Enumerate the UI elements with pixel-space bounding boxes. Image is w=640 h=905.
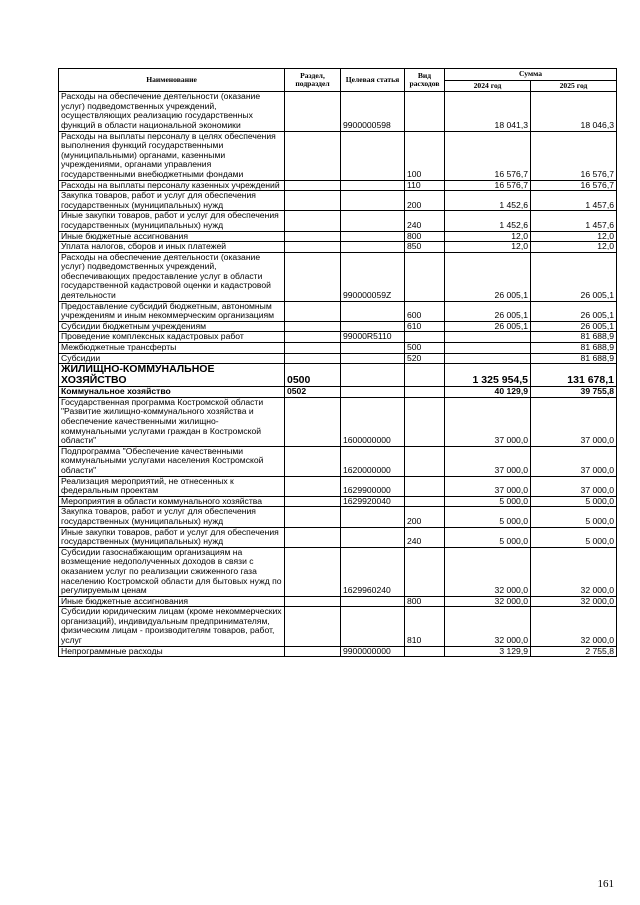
table-row [59,332,617,343]
row-type: 200 [405,507,445,527]
row-target [341,596,405,607]
row-section [285,343,341,354]
table-row [59,607,617,646]
row-value-2025: 1 457,6 [531,191,617,211]
row-name: ЖИЛИЩНО-КОММУНАЛЬНОЕ ХОЗЯЙСТВО [59,364,285,387]
row-name: Подпрограмма "Обеспечение качественными коммунальными услугами населения Костромской области" [59,446,285,476]
row-name: Расходы на выплаты персоналу казенных учреждений [59,180,285,191]
row-name: Иные закупки товаров, работ и услуг для обеспечения государственных (муниципальных) нужд [59,211,285,231]
row-type [405,364,445,387]
row-section [285,496,341,507]
row-target [341,343,405,354]
header-name: Наименование [59,69,285,92]
row-target [341,607,405,646]
page-number: 161 [597,878,614,890]
row-type: 600 [405,301,445,321]
row-value-2025: 5 000,0 [531,527,617,547]
row-value-2024: 32 000,0 [445,607,531,646]
row-target [341,131,405,180]
row-section [285,507,341,527]
header-sum: Сумма [445,69,617,81]
row-type [405,92,445,131]
row-section [285,231,341,242]
row-target: 1629900000 [341,476,405,496]
row-target: 9900000598 [341,92,405,131]
row-type: 110 [405,180,445,191]
row-type [405,646,445,657]
row-target [341,231,405,242]
row-value-2024: 18 041,3 [445,92,531,131]
row-section [285,527,341,547]
row-value-2024: 16 576,7 [445,180,531,191]
row-type [405,387,445,398]
table-row [59,211,617,231]
row-target [341,321,405,332]
table-row [59,191,617,211]
row-value-2025: 131 678,1 [531,364,617,387]
row-value-2025: 26 005,1 [531,301,617,321]
row-target: 99000R5110 [341,332,405,343]
row-value-2024: 16 576,7 [445,131,531,180]
header-section: Раздел, подраздел [285,69,341,92]
row-value-2024: 5 000,0 [445,507,531,527]
row-section [285,476,341,496]
table-row [59,252,617,301]
row-value-2024 [445,343,531,354]
row-type [405,252,445,301]
row-type: 810 [405,607,445,646]
row-value-2025: 18 046,3 [531,92,617,131]
row-target: 1629920040 [341,496,405,507]
row-section [285,446,341,476]
row-name: Закупка товаров, работ и услуг для обеспечения государственных (муниципальных) нужд [59,191,285,211]
row-name: Расходы на обеспечение деятельности (оказание услуг) подведомственных учреждений, обеспечивающих предоставление услуг в области государственной кадастровой оценки и кадастровой деятельности [59,252,285,301]
row-type [405,332,445,343]
row-target: 1620000000 [341,446,405,476]
row-value-2025: 1 457,6 [531,211,617,231]
table-row [59,321,617,332]
row-type [405,547,445,596]
row-type: 100 [405,131,445,180]
row-section [285,397,341,446]
row-value-2024: 26 005,1 [445,252,531,301]
row-name: Субсидии бюджетным учреждениям [59,321,285,332]
row-target [341,211,405,231]
table-row [59,397,617,446]
row-target [341,180,405,191]
row-name: Предоставление субсидий бюджетным, автономным учреждениям и иным некоммерческим организациям [59,301,285,321]
row-target: 9900000000 [341,646,405,657]
row-value-2024: 12,0 [445,242,531,253]
row-value-2024 [445,332,531,343]
row-section [285,180,341,191]
row-type: 800 [405,596,445,607]
row-type [405,496,445,507]
header-type: Вид расходов [405,69,445,92]
row-value-2024: 37 000,0 [445,397,531,446]
row-value-2024: 12,0 [445,231,531,242]
row-section [285,242,341,253]
row-value-2025: 16 576,7 [531,131,617,180]
row-target [341,191,405,211]
row-name: Межбюджетные трансферты [59,343,285,354]
row-name: Иные бюджетные ассигнования [59,231,285,242]
row-value-2025: 37 000,0 [531,446,617,476]
table-row [59,446,617,476]
budget-table [58,68,617,657]
row-name: Субсидии [59,353,285,364]
table-row [59,343,617,354]
row-value-2024: 32 000,0 [445,596,531,607]
row-section: 0502 [285,387,341,398]
row-value-2024: 37 000,0 [445,476,531,496]
row-section: 0500 [285,364,341,387]
row-target: 990000059Z [341,252,405,301]
row-value-2025: 5 000,0 [531,496,617,507]
table-row [59,364,617,387]
row-value-2024: 1 452,6 [445,191,531,211]
table-row [59,646,617,657]
row-value-2024: 3 129,9 [445,646,531,657]
row-name: Непрограммные расходы [59,646,285,657]
row-value-2025: 16 576,7 [531,180,617,191]
row-name: Коммунальное хозяйство [59,387,285,398]
row-value-2024: 1 325 954,5 [445,364,531,387]
row-section [285,332,341,343]
row-name: Уплата налогов, сборов и иных платежей [59,242,285,253]
row-section [285,353,341,364]
row-value-2025: 81 688,9 [531,353,617,364]
row-value-2025: 37 000,0 [531,476,617,496]
row-name: Проведение комплексных кадастровых работ [59,332,285,343]
row-section [285,301,341,321]
row-value-2025: 32 000,0 [531,547,617,596]
row-target [341,242,405,253]
table-row [59,387,617,398]
row-section [285,321,341,332]
row-value-2024: 37 000,0 [445,446,531,476]
row-target [341,364,405,387]
table-header [59,69,617,92]
row-type [405,476,445,496]
table-row [59,547,617,596]
row-value-2025: 2 755,8 [531,646,617,657]
row-value-2024: 32 000,0 [445,547,531,596]
table-row [59,527,617,547]
row-section [285,191,341,211]
row-section [285,596,341,607]
row-name: Расходы на выплаты персоналу в целях обеспечения выполнения функций государственными (муниципальными) органами, казенными учреждениями, органами управления государственными внебюджетными фондами [59,131,285,180]
row-type: 800 [405,231,445,242]
row-value-2024: 5 000,0 [445,527,531,547]
table-row [59,180,617,191]
row-section [285,131,341,180]
row-target [341,353,405,364]
row-value-2025: 39 755,8 [531,387,617,398]
row-type: 610 [405,321,445,332]
table-row [59,476,617,496]
row-name: Расходы на обеспечение деятельности (оказание услуг) подведомственных учреждений, осуществляющих реализацию государственных функций в области национальной экономики [59,92,285,131]
row-value-2024 [445,353,531,364]
row-value-2025: 26 005,1 [531,252,617,301]
row-value-2025: 5 000,0 [531,507,617,527]
table-row [59,507,617,527]
row-type: 240 [405,527,445,547]
table-row [59,242,617,253]
row-target [341,301,405,321]
header-2024: 2024 год [445,80,531,92]
row-target [341,387,405,398]
row-name: Мероприятия в области коммунального хозяйства [59,496,285,507]
row-value-2024: 26 005,1 [445,301,531,321]
row-value-2025: 81 688,9 [531,343,617,354]
table-row [59,92,617,131]
row-type: 200 [405,191,445,211]
table-row [59,301,617,321]
row-value-2024: 26 005,1 [445,321,531,332]
row-target [341,507,405,527]
row-name: Субсидии юридическим лицам (кроме некоммерческих организаций), индивидуальным предпринимателям, физическим лицам - производителям товаров, работ, услуг [59,607,285,646]
row-name: Реализация мероприятий, не отнесенных к федеральным проектам [59,476,285,496]
row-name: Закупка товаров, работ и услуг для обеспечения государственных (муниципальных) нужд [59,507,285,527]
row-target [341,527,405,547]
row-section [285,607,341,646]
row-value-2025: 12,0 [531,231,617,242]
row-value-2024: 1 452,6 [445,211,531,231]
table-body [59,92,617,657]
row-section [285,252,341,301]
row-value-2024: 5 000,0 [445,496,531,507]
row-target: 1629960240 [341,547,405,596]
row-value-2025: 81 688,9 [531,332,617,343]
header-target: Целевая статья [341,69,405,92]
row-type: 500 [405,343,445,354]
row-type [405,446,445,476]
row-target: 1600000000 [341,397,405,446]
table-row [59,231,617,242]
row-value-2025: 26 005,1 [531,321,617,332]
row-type: 240 [405,211,445,231]
row-type: 850 [405,242,445,253]
row-section [285,211,341,231]
table-row [59,353,617,364]
row-value-2025: 32 000,0 [531,596,617,607]
row-section [285,547,341,596]
row-type [405,397,445,446]
row-section [285,92,341,131]
table-row [59,496,617,507]
table-row [59,596,617,607]
row-value-2025: 12,0 [531,242,617,253]
row-name: Государственная программа Костромской области "Развитие жилищно-коммунального хозяйства и обеспечение качественными жилищно-коммунальными услугами граждан в Костромской области" [59,397,285,446]
row-value-2025: 32 000,0 [531,607,617,646]
table-row [59,131,617,180]
row-section [285,646,341,657]
row-name: Иные закупки товаров, работ и услуг для обеспечения государственных (муниципальных) нужд [59,527,285,547]
row-value-2025: 37 000,0 [531,397,617,446]
row-type: 520 [405,353,445,364]
row-value-2024: 40 129,9 [445,387,531,398]
row-name: Субсидии газоснабжающим организациям на возмещение недополученных доходов в связи с оказанием услуг по реализации сжиженного газа населению Костромской области для бытовых нужд по регулируемым ценам [59,547,285,596]
header-2025: 2025 год [531,80,617,92]
row-name: Иные бюджетные ассигнования [59,596,285,607]
